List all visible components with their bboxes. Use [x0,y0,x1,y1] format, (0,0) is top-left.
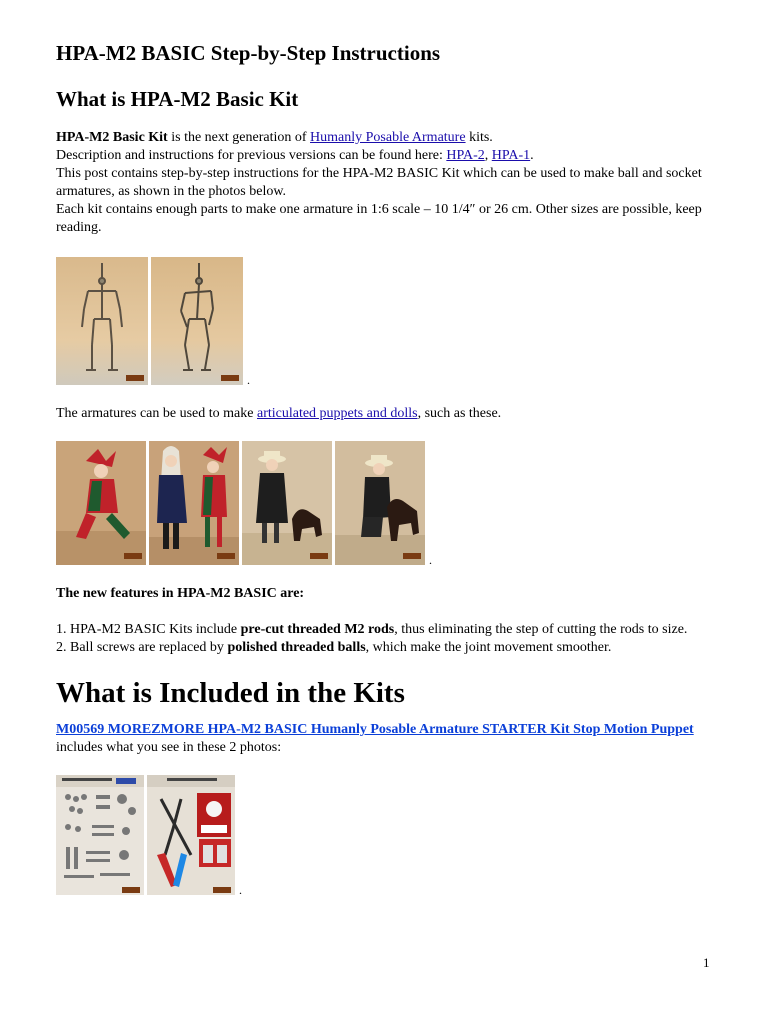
document-page [56,38,716,895]
armature-photo-side [151,257,243,385]
period-text: . [530,148,534,163]
lady-dog-2-image [335,441,425,565]
intro-kits-text: kits. [465,130,493,145]
document-title: HPA-M2 BASIC Step-by-Step Instructions [56,41,441,65]
puppet-photo-lady-dog-2 [335,441,425,565]
link-hpa-1[interactable]: HPA-1 [491,148,531,163]
features-heading-text: The new features in HPA-M2 BASIC are: [56,586,305,601]
puppets-text-after: , such as these. [417,406,502,421]
photo-caption-dot-2: . [429,553,432,567]
kit-tools-image [147,775,235,895]
kit-parts-image [56,775,144,895]
photo-caption-dot: . [247,373,250,387]
kit-paragraph [56,721,716,757]
puppets-text: The armatures can be used to make [56,406,257,421]
puppet-photo-lady-dog [242,441,332,565]
kit-photo-tools [147,775,235,895]
armature-photos [56,257,716,385]
intro-line4: Each kit contains enough parts to make one armature in 1:6 scale – 10 1/4″ or 26 cm. Other sizes are possible, keep reading. [56,202,702,235]
feature1-text: 1. HPA-M2 BASIC Kits include [56,622,241,637]
intro-bold-lead: HPA-M2 Basic Kit [56,130,168,145]
comma-text: , [484,148,492,163]
link-kit-m00569[interactable]: M00569 MOREZMORE HPA-M2 BASIC Humanly Posable Armature STARTER Kit Stop Motion Puppet [56,722,694,737]
armature-photo-front [56,257,148,385]
kit-photo-parts [56,775,144,895]
features-heading [56,585,716,603]
photo-caption-dot-3: . [239,883,242,897]
jester-sitting-image [56,441,146,565]
nobleman-jester-image [149,441,239,565]
section-heading-what-is: What is HPA-M2 Basic Kit [56,87,299,111]
intro-line2: Description and instructions for previous versions can be found here: [56,148,447,163]
section-heading-included: What is Included in the Kits [56,677,405,709]
puppet-photo-nobleman-jester [149,441,239,565]
feature2-after: , which make the joint movement smoother. [365,640,612,655]
puppet-photo-jester-sitting [56,441,146,565]
armature-front-image [56,257,148,385]
puppet-photos [56,441,716,565]
intro-paragraph [56,129,716,237]
intro-line3: This post contains step-by-step instructions for the HPA-M2 BASIC Kit which can be used to make ball and socket armatures, as shown in the photos below. [56,166,702,199]
puppets-paragraph [56,405,716,423]
kit-description: includes what you see in these 2 photos: [56,740,282,755]
feature1-bold: pre-cut threaded M2 rods [240,622,395,637]
lady-dog-image [242,441,332,565]
page-number: 1 [703,955,710,970]
features-list [56,621,716,657]
armature-side-image [151,257,243,385]
link-humanly-posable-armature[interactable]: Humanly Posable Armature [310,130,466,145]
feature2-text: 2. Ball screws are replaced by [56,640,228,655]
link-hpa-2[interactable]: HPA-2 [446,148,485,163]
feature2-bold: polished threaded balls [227,640,366,655]
intro-text: is the next generation of [167,130,311,145]
link-articulated-puppets[interactable]: articulated puppets and dolls [256,406,418,421]
kit-photos [56,775,716,895]
feature1-after: , thus eliminating the step of cutting the rods to size. [394,622,688,637]
